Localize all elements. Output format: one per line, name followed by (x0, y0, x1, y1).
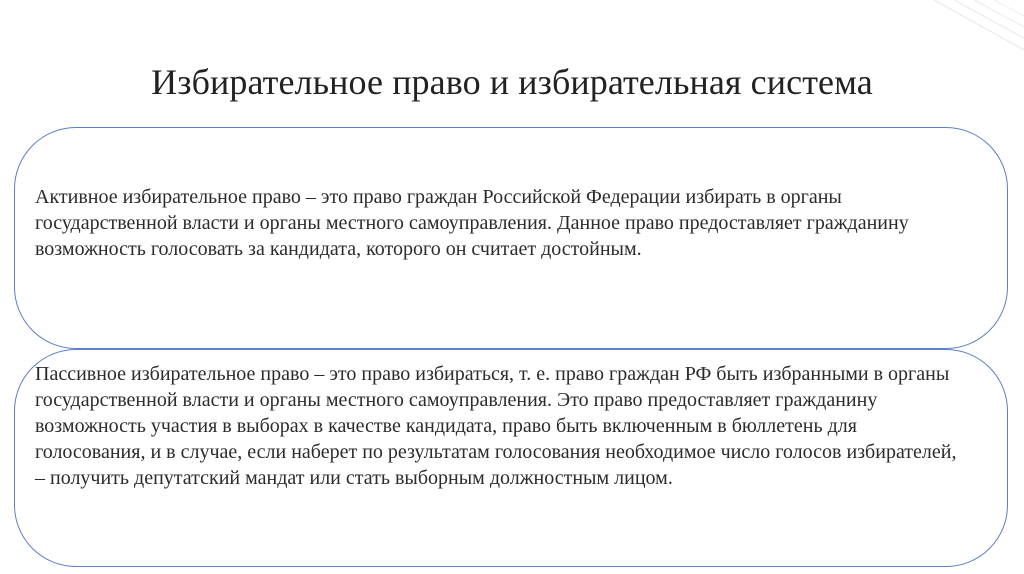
passive-right-box (14, 349, 1008, 567)
passive-right-text: Пассивное избирательное право – это право избираться, т. е. право граждан РФ быть избранными в органы государственной власти и органы местного самоуправления. Это право предоставляет гражданину возможность участия в выборах в качестве кандидата, право быть включенным в бюллетень для голосования, и в случае, если наберет по результатам голосования необходимое число голосов избирателей, – получить депутатский мандат или стать выборным должностным лицом. (35, 363, 957, 489)
corner-decoration (894, 0, 1024, 60)
active-right-text: Активное избирательное право – это право граждан Российской Федерации избирать в органы государственной власти и органы местного самоуправления. Данное право предоставляет гражданину возможность голосовать за кандидата, которого он считает достойным. (35, 186, 909, 260)
active-right-box (14, 127, 1008, 349)
page-title: Избирательное право и избирательная система (151, 62, 873, 102)
